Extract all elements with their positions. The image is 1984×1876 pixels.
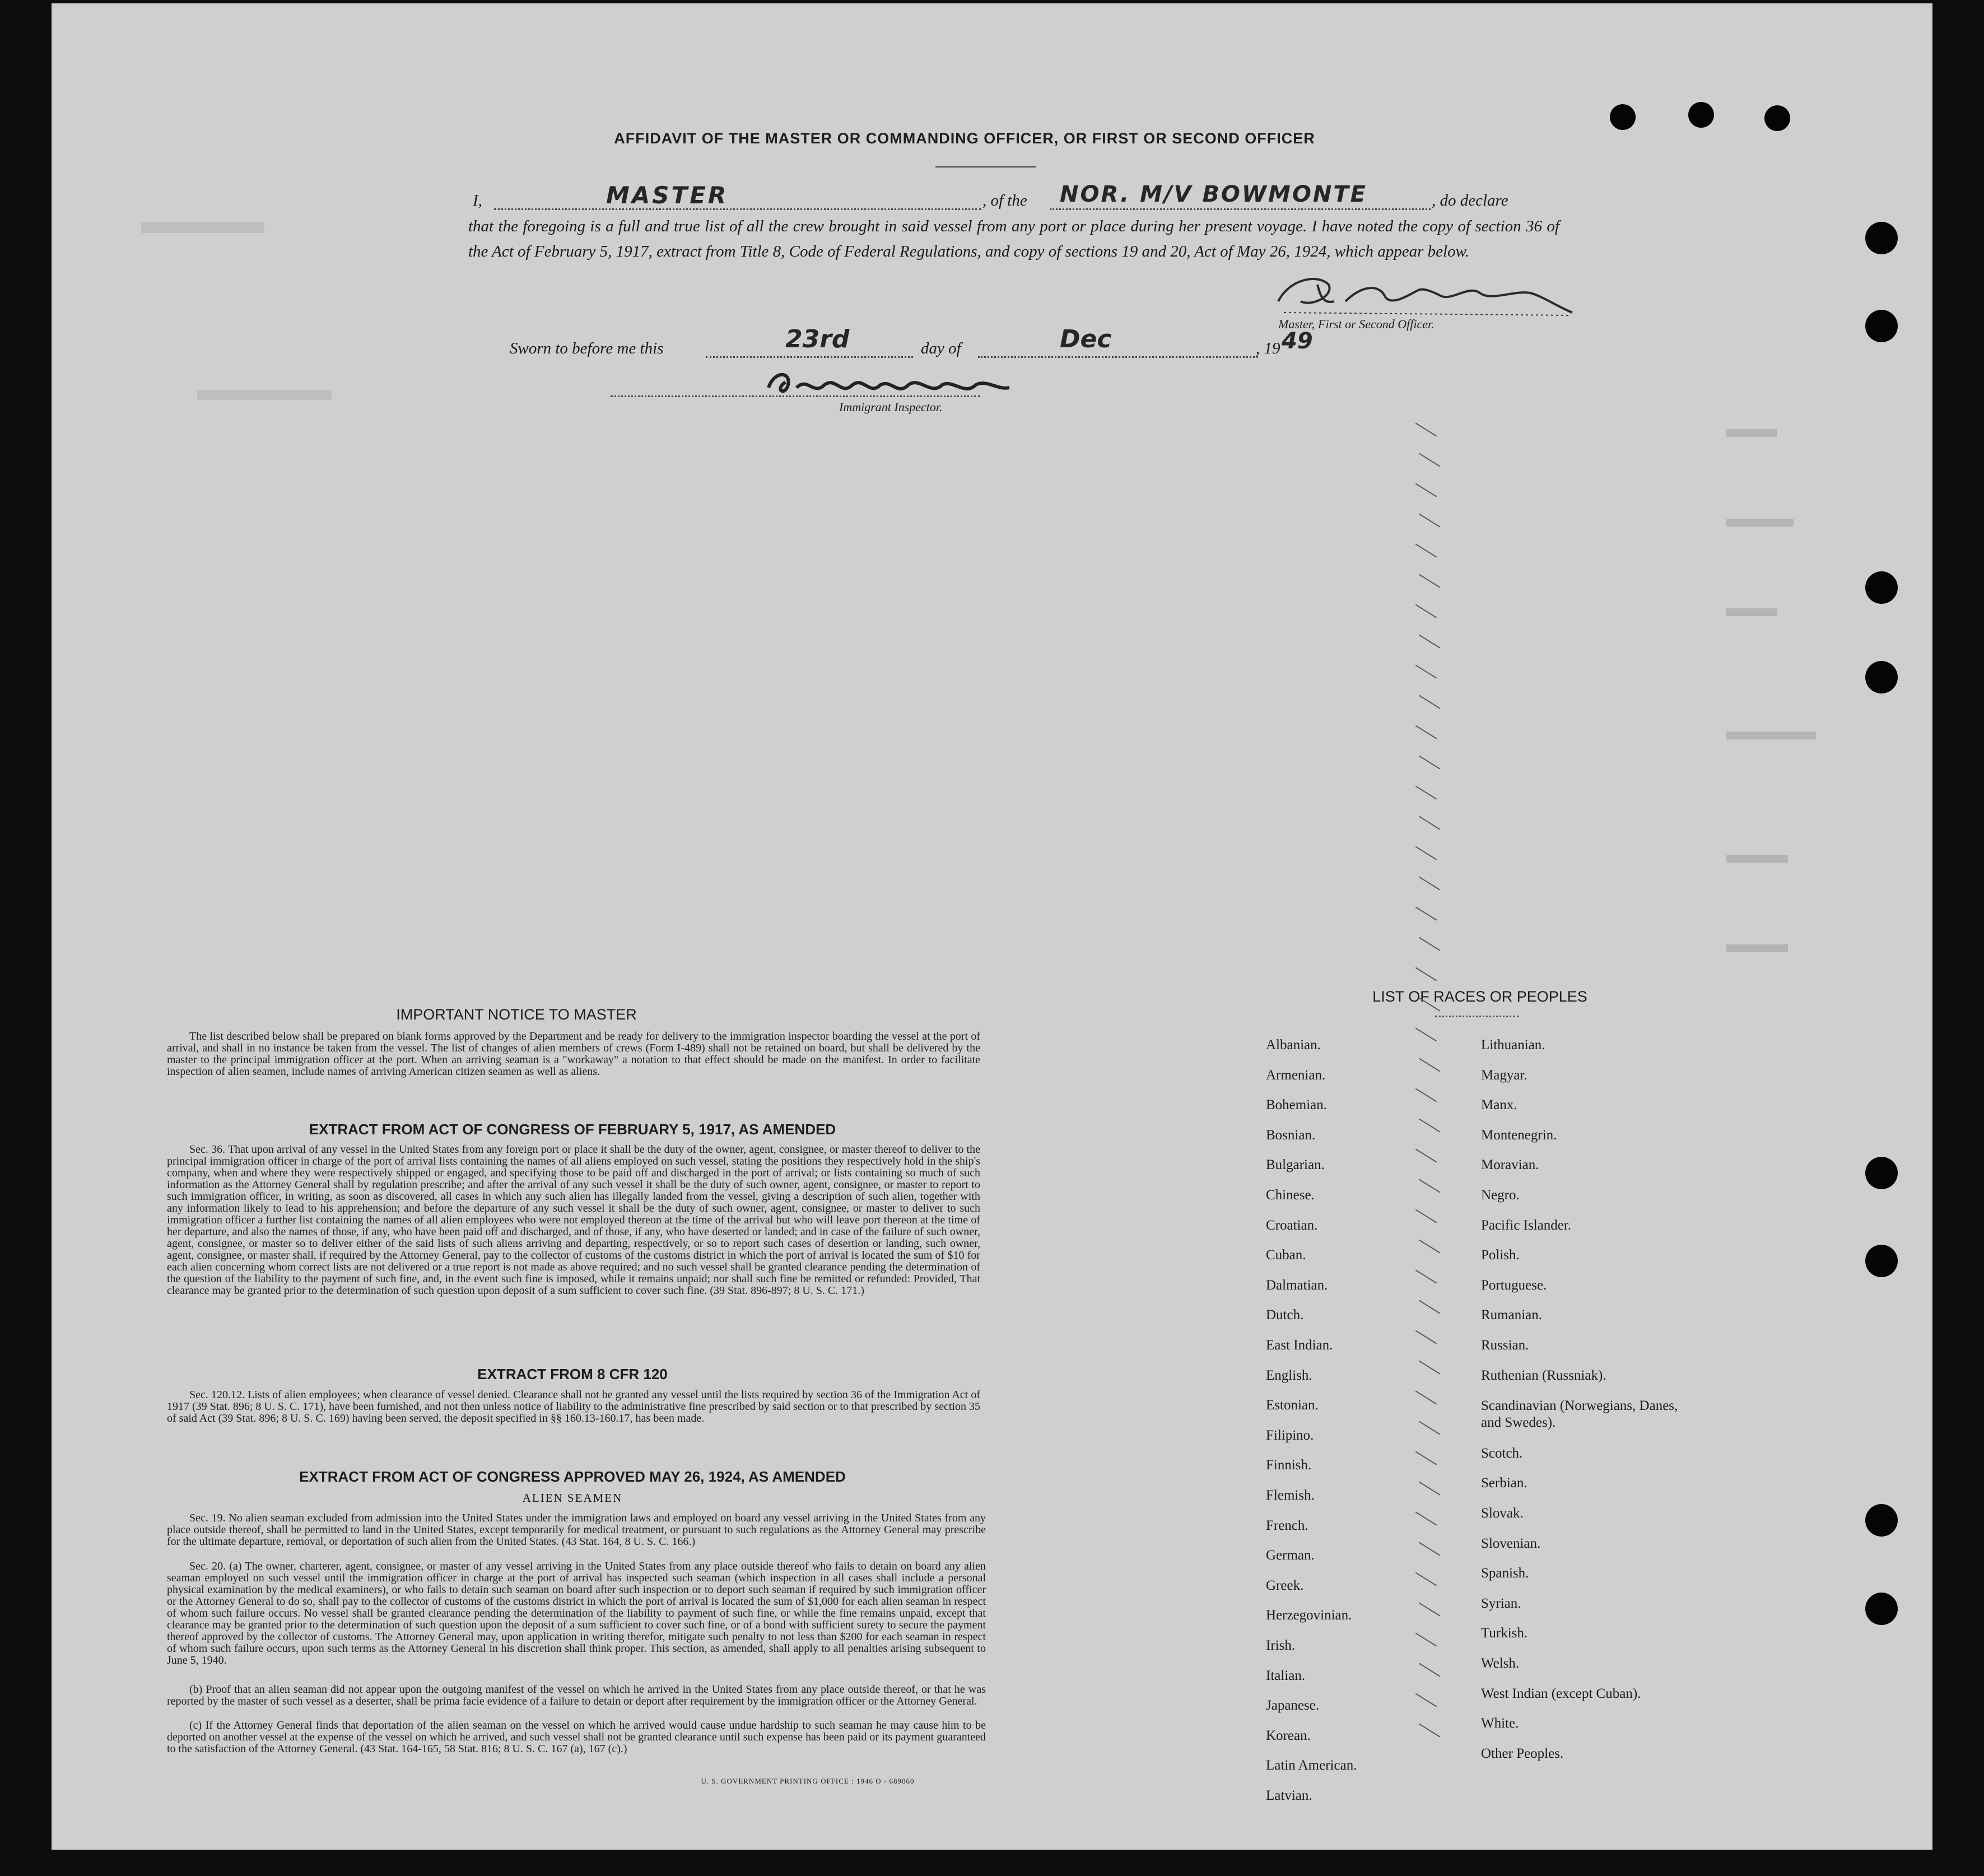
inspector-blank [611,395,980,397]
bleed-through [1726,429,1777,437]
month-blank [978,356,1258,358]
vessel-handwritten: NOR. M/V BOWMONTE [1060,181,1367,207]
race-item: Dutch. [1266,1307,1304,1323]
race-item: Welsh. [1481,1656,1520,1671]
race-item: Negro. [1481,1188,1520,1203]
tick-mark [1415,1209,1437,1223]
race-item: White. [1481,1716,1519,1731]
race-item: Slovenian. [1481,1535,1541,1551]
tick-mark [1419,755,1440,769]
inspector-label: Immigrant Inspector. [839,400,943,414]
tick-mark [1419,1421,1440,1435]
tick-mark [1415,1088,1437,1102]
race-item: Montenegrin. [1481,1127,1557,1143]
race-item: Latin American. [1266,1758,1357,1773]
race-item: Albanian. [1266,1037,1321,1053]
race-item: Greek. [1266,1577,1304,1593]
declarant-label: I, [473,192,482,210]
tick-mark [1419,634,1440,648]
race-item: Croatian. [1266,1217,1318,1233]
race-item: Irish. [1266,1638,1296,1653]
tick-mark [1419,1300,1440,1314]
race-item: German. [1266,1548,1315,1563]
race-item: Serbian. [1481,1475,1527,1491]
bleed-through [1726,855,1788,863]
declarant-blank [494,208,981,210]
tick-mark [1419,937,1440,951]
title-rule [935,166,1036,167]
bleed-through [1726,732,1816,739]
tick-mark [1415,1632,1437,1646]
tick-mark [1415,1390,1437,1404]
race-item: Manx. [1481,1097,1517,1113]
race-item: Filipino. [1266,1427,1314,1443]
punch-hole [1865,1593,1898,1625]
punch-hole [1865,661,1898,693]
race-item: Chinese. [1266,1188,1315,1203]
bleed-through [141,222,264,233]
day-blank [706,356,913,358]
affidavit-title: AFFIDAVIT OF THE MASTER OR COMMANDING OFFICER, OR FIRST OR SECOND OFFICER [614,130,1315,147]
tick-mark [1419,1360,1440,1374]
tick-mark [1415,1027,1437,1041]
race-item: Armenian. [1266,1067,1326,1083]
declarant-handwritten: MASTER [606,181,729,209]
race-item: Rumanian. [1481,1307,1543,1323]
race-item: Estonian. [1266,1398,1319,1413]
tick-mark [1415,1269,1437,1283]
race-item: Bohemian. [1266,1097,1328,1113]
tick-mark [1419,1542,1440,1556]
race-item: Cuban. [1266,1247,1306,1263]
tick-mark [1419,513,1440,527]
race-item: Finnish. [1266,1458,1312,1473]
tick-mark [1419,1058,1440,1072]
extract-1917-text: Sec. 36. That upon arrival of any vessel in the United States from any foreign port or place it shall be the duty of the owner, agent, consignee, or master thereof to deliver to the principal immigration officer in charge of the port of arrival lists containing the names of all aliens employed on such vessel, stating the positions they respectively hold in the ship's company, when and where they were respectively shipped or engaged, and specifying those to be paid off and discharged in the port of arrival; or lists containing so much of such information as the Attorney General shall by regulation prescribe; and after the arrival of any such vessel it shall be the duty of such owner, agent, consignee, or master to report to such immigration officer, in writing, as soon as discovered, all cases in which any such alien has illegally landed from the vessel, giving a description of such alien, together with any information likely to lead to his apprehension; and before the departure of any such vessel it shall be the duty of such owner, agent, consignee, or master to deliver to such immigration officer a further list containing the names of all alien employees who were not employed thereon at the time of the arrival but who will leave port thereon at the time of her departure, and also the names of those, if any, who have been paid off and discharged, and of those, if any, who have deserted or landed; and in case of the failure of such owner, agent, consignee, or master so to deliver either of the said lists of such aliens arriving and departing, respectively, or so to report such cases of desertion or landing, such owner, agent, consignee, or master shall, if required by the Attorney General, pay to the collector of customs of the customs district in which the port of arrival is located the sum of $10 for each alien concerning whom correct lists are not delivered or a true report is not made as above required; and no such vessel shall be granted clearance pending the determination of the question of the liability to the payment of such fine, and, in the event such fine is imposed, while it remains unpaid; nor shall such fine be remitted or refunded: Provided, That clearance may be granted prior to the determination of such question upon deposit of a sum sufficient to cover such fine. (39 Stat. 896-897; 8 U. S. C. 171.) [167,1143,980,1297]
punch-hole [1865,1245,1898,1277]
tick-mark [1415,543,1437,557]
races-title-rule [1435,1014,1519,1017]
punch-hole [1865,1504,1898,1537]
race-item: English. [1266,1367,1312,1383]
race-item: French. [1266,1517,1308,1533]
race-item: Bosnian. [1266,1127,1316,1143]
tick-mark [1419,453,1440,467]
punch-hole [1610,104,1636,130]
race-item: Polish. [1481,1247,1520,1263]
race-item: Italian. [1266,1668,1306,1683]
tick-mark [1415,846,1437,860]
race-item: Slovak. [1481,1506,1524,1521]
tick-mark [1415,664,1437,678]
race-item: Latvian. [1266,1788,1312,1803]
tick-mark [1419,876,1440,890]
tick-mark [1415,1451,1437,1465]
sec20a-text: Sec. 20. (a) The owner, charterer, agent, consignee, or master of any vessel arriving in the United States from any place outside thereof who fails to detain on board any alien seaman employed on such vessel until the immigration officer in charge at the port of arrival has inspected such seaman (which inspection in all cases shall include a personal physical examination by the medical examiners), or who fails to detain such seaman on board after such inspection or to deport such seaman if required by such immigration officer or the Attorney General to do so, shall pay to the collector of customs of the customs district in which the port of arrival is located the sum of $1,000 for each alien seaman in respect of whom such failure occurs. No vessel shall be granted clearance pending the determination of the liability to payment of such fine, or while the fine remains unpaid, except that clearance may be granted prior to the determination of such question upon the deposit of a sum sufficient to cover such fine, or of a bond with sufficient surety to secure the payment thereof approved by the collector of customs. The Attorney General may, upon application in writing therefor, mitigate such penalty to not less than $200 for each seaman in respect of whom such failure occurs, upon such terms as the Attorney General in his discretion shall think proper. This section, as amended, shall apply to all penalties arising subsequent to June 5, 1940. [167,1560,986,1666]
extract-cfr-text: Sec. 120.12. Lists of alien employees; when clearance of vessel denied. Clearance shall not be granted any vessel until the lists required by section 36 of the Immigration Act of 1917 (39 Stat. 896; 8 U. S. C. 171), have been furnished, and not then unless notice of liability to the administrative fine prescribed by said section or to that prescribed by section 35 of said Act (39 Stat. 896; 8 U. S. C. 169) having been served, the deposit specified in §§ 160.13-160.17, has been made. [167,1389,980,1425]
sec20b-text: (b) Proof that an alien seaman did not appear upon the outgoing manifest of the vessel on which he arrived in the United States from any place outside thereof, or that he was reported by the master of such vessel as a deserter, shall be prima facie evidence of a failure to detain or deport after requirement by the immigration officer or the Attorney General. [167,1683,986,1707]
race-item: Dalmatian. [1266,1277,1328,1293]
year-handwritten: 49 [1282,328,1313,354]
races-title: LIST OF RACES OR PEOPLES [1372,988,1587,1005]
notice-title: IMPORTANT NOTICE TO MASTER [396,1006,637,1023]
tick-mark [1415,1572,1437,1586]
year-prefix: , 19 [1256,339,1280,357]
race-item: Moravian. [1481,1157,1539,1173]
punch-hole [1865,310,1898,342]
race-item: Other Peoples. [1481,1745,1564,1761]
tick-mark [1419,574,1440,588]
document-page [52,3,1932,1850]
tick-mark [1415,725,1437,739]
punch-hole [1865,571,1898,604]
tick-mark [1419,1602,1440,1616]
race-item: Syrian. [1481,1595,1521,1611]
signature-label: Master, First or Second Officer. [1278,317,1435,331]
vessel-blank [1050,208,1431,210]
tick-mark [1419,816,1440,830]
race-item: Korean. [1266,1728,1311,1743]
tick-mark [1415,483,1437,497]
declare-label: , do declare [1432,192,1508,210]
punch-hole [1764,105,1790,131]
bleed-through [1726,608,1777,616]
bleed-through [197,390,332,400]
tick-mark [1415,422,1437,436]
of-the-label: , of the [982,192,1027,210]
race-item: Scandinavian (Norwegians, Danes, and Swedes). [1481,1398,1678,1431]
race-item: Herzegovinian. [1266,1608,1352,1623]
bleed-through [1726,944,1788,952]
punch-hole [1865,1157,1898,1189]
race-item: East Indian. [1266,1338,1333,1353]
affidavit-body: that the foregoing is a full and true list of all the crew brought in said vessel from any port or place during her present voyage. I have noted the copy of section 36 of the Act of February 5, 1917, extract from Title 8, Code of Federal Regulations, and copy of sections 19 and 20, Act of May 26, 1924, which appear below. [468,217,1559,260]
tick-mark [1415,1693,1437,1707]
day-of-label: day of [921,339,961,357]
bleed-through [1726,519,1794,527]
tick-mark [1419,1179,1440,1193]
tick-mark [1415,604,1437,618]
race-item: Turkish. [1481,1626,1528,1641]
race-item: Spanish. [1481,1566,1529,1581]
tick-mark [1419,1481,1440,1495]
tick-mark [1419,1118,1440,1132]
month-handwritten: Dec [1060,325,1112,353]
punch-hole [1688,102,1714,128]
race-item: Portuguese. [1481,1277,1547,1293]
race-item: Russian. [1481,1338,1529,1353]
inspector-signature [763,365,1021,404]
tick-mark [1415,1511,1437,1525]
race-item: Pacific Islander. [1481,1217,1572,1233]
sec20c-text: (c) If the Attorney General finds that deportation of the alien seaman on the vessel on which he arrived would cause undue hardship to such seaman he may cause him to be deported on another vessel at the expense of the vessel on which he arrived, and such vessel shall not be granted clearance until such expense has been paid or its payment guaranteed to the satisfaction of the Attorney General. (43 Stat. 164-165, 58 Stat. 816; 8 U. S. C. 167 (a), 167 (c).) [167,1719,986,1755]
tick-mark [1415,785,1437,799]
tick-mark [1419,1723,1440,1737]
tick-mark [1419,1663,1440,1677]
tick-mark [1415,1148,1437,1162]
race-item: Bulgarian. [1266,1157,1325,1173]
race-item: West Indian (except Cuban). [1481,1686,1641,1701]
race-item: Ruthenian (Russniak). [1481,1367,1606,1383]
tick-mark [1415,967,1437,981]
tick-mark [1419,695,1440,709]
race-item: Japanese. [1266,1698,1320,1714]
tick-mark [1415,906,1437,920]
punch-hole [1865,222,1898,254]
printer-line: U. S. GOVERNMENT PRINTING OFFICE : 1946 O - 689060 [701,1777,915,1785]
notice-text: The list described below shall be prepared on blank forms approved by the Department and be ready for delivery to the immigration inspector boarding the vessel at the port of arrival, and shall in no instance be taken from the vessel. The list of changes of alien members of crews (Form I-489) shall not be retained on board, but shall be delivered by the master to the principal immigration officer at the port. When an arriving seaman is a "workaway" a notation to that effect should be made on the manifest. In order to facilitate inspection of alien seamen, include names of arriving American citizen seamen as well as aliens. [167,1030,980,1078]
sec19-text: Sec. 19. No alien seaman excluded from admission into the United States under the immigration laws and employed on board any vessel arriving in the United States from any place outside thereof, shall be permitted to land in the United States, except temporarily for medical treatment, or pursuant to such regulations as the Attorney General may prescribe for the ultimate departure, removal, or deportation of such alien from the United States. (43 Stat. 164, 8 U. S. C. 166.) [167,1512,986,1548]
day-handwritten: 23rd [785,325,850,353]
extract-1924-title: EXTRACT FROM ACT OF CONGRESS APPROVED MAY 26, 1924, AS AMENDED [299,1468,846,1485]
race-item: Magyar. [1481,1067,1527,1083]
extract-1917-title: EXTRACT FROM ACT OF CONGRESS OF FEBRUARY 5, 1917, AS AMENDED [309,1121,836,1138]
race-item: Lithuanian. [1481,1037,1545,1053]
extract-cfr-title: EXTRACT FROM 8 CFR 120 [477,1366,668,1382]
alien-seamen-subtitle: ALIEN SEAMEN [522,1491,623,1505]
sworn-label: Sworn to before me this [510,339,664,357]
tick-mark [1419,1239,1440,1253]
tick-mark [1415,1330,1437,1344]
race-item: Flemish. [1266,1488,1315,1503]
race-item: Scotch. [1481,1445,1523,1461]
